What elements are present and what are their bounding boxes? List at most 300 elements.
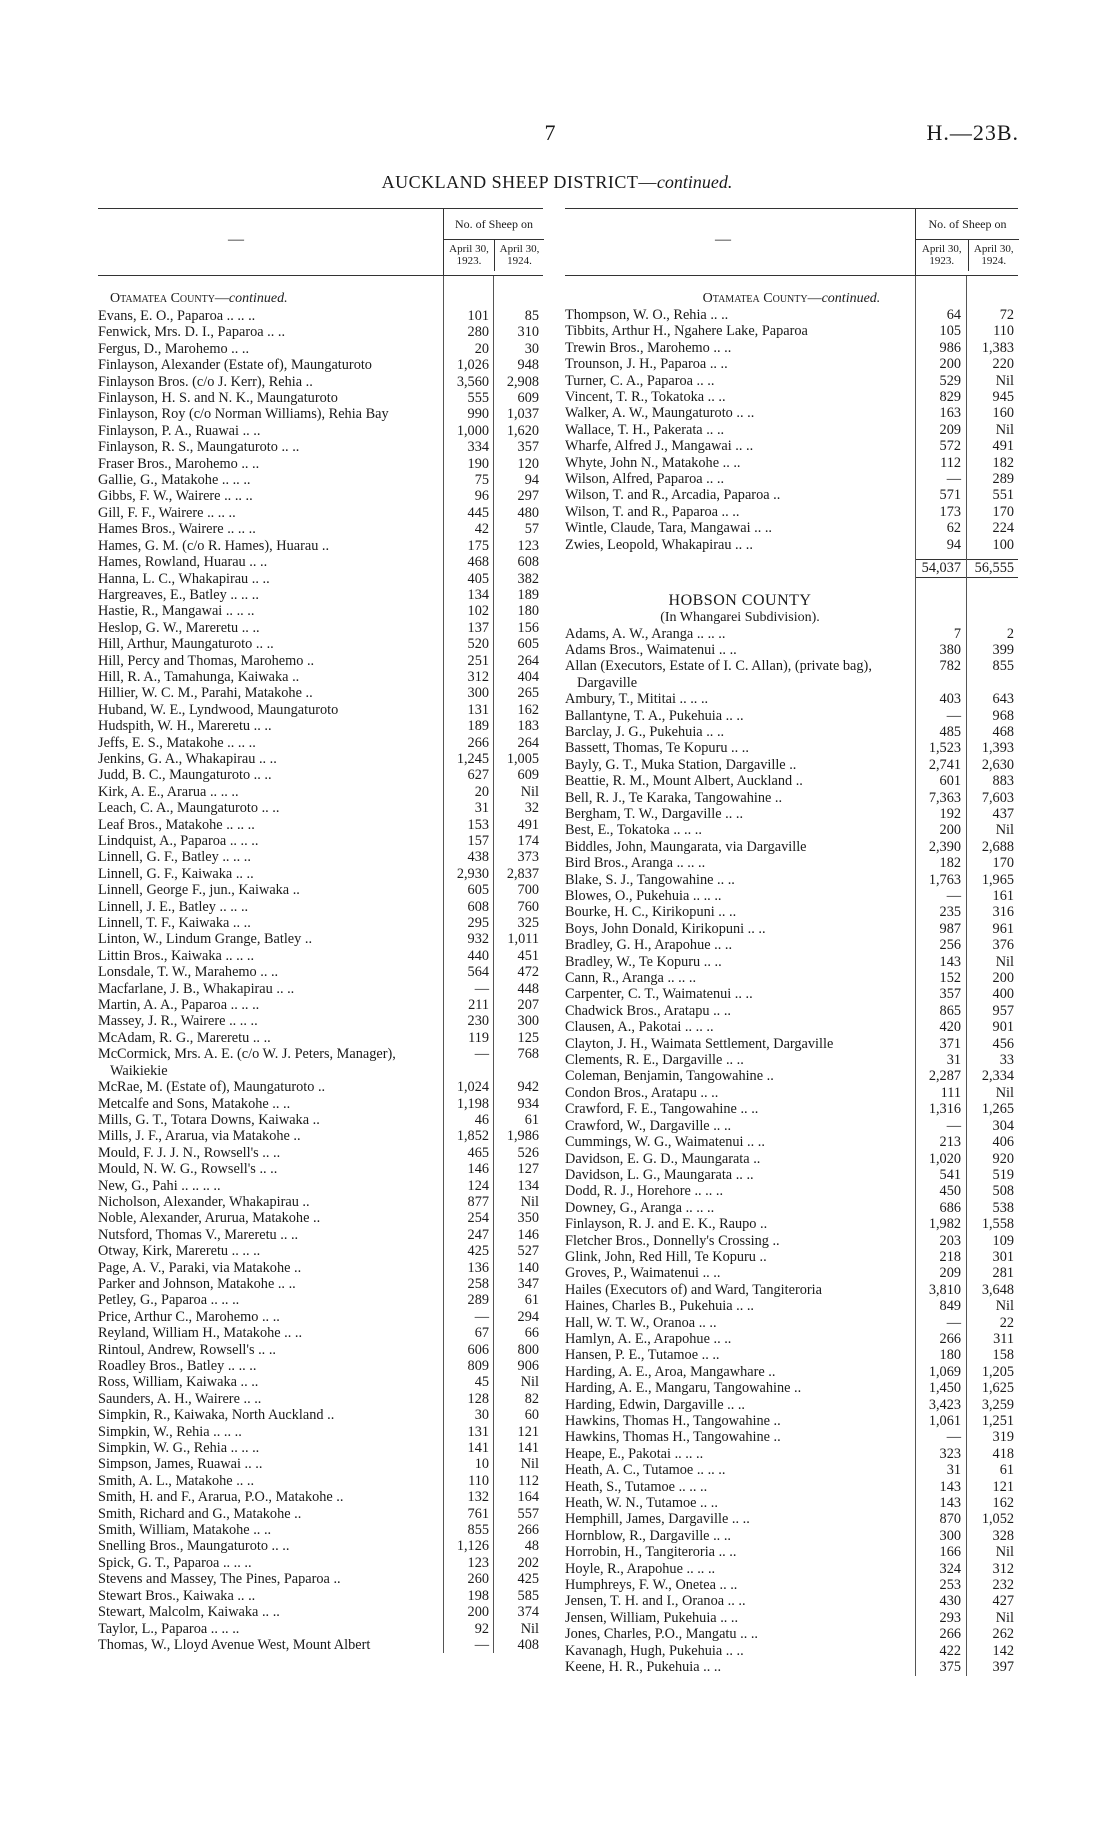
table-row [98, 357, 543, 373]
table-row [565, 1380, 1018, 1396]
sheep-1923: 157 [467, 833, 489, 849]
table-row [565, 1528, 1018, 1544]
table-row [98, 751, 543, 767]
entry-name: Coleman, Benjamin, Tangowahine .. [565, 1068, 774, 1085]
table-row [565, 872, 1018, 888]
table-row [98, 800, 543, 816]
table-row [98, 1374, 543, 1390]
sheep-1923: 3,560 [456, 373, 489, 390]
total-1923: 54,037 [915, 559, 965, 577]
sheep-1924: 1,005 [506, 750, 539, 767]
table-row [98, 390, 543, 406]
entry-name: Biddles, John, Maungarata, via Dargaville [565, 838, 807, 855]
sheep-1924: 319 [992, 1429, 1014, 1446]
entry-name: Spick, G. T., Paparoa .. .. .. [98, 1554, 252, 1571]
entry-name: Hudspith, W. H., Mareretu .. .. [98, 718, 272, 735]
table-row [98, 866, 543, 882]
sheep-1924: 2,688 [981, 838, 1014, 855]
table-row [565, 626, 1018, 642]
right-table-body [565, 276, 1018, 1676]
sheep-1924: 1,393 [981, 740, 1014, 757]
entry-name: Mills, J. F., Ararua, via Matakohe .. [98, 1128, 301, 1145]
entry-name: Wilson, T. and R., Arcadia, Paparoa .. [565, 487, 781, 504]
sheep-1923: 295 [467, 915, 489, 932]
entry-name: Hemphill, James, Dargaville .. .. [565, 1511, 750, 1528]
sheep-1923: 3,810 [928, 1281, 961, 1298]
entry-name: Bourke, H. C., Kirikopuni .. .. [565, 904, 737, 921]
table-row [565, 1233, 1018, 1249]
sheep-1924: 325 [517, 915, 539, 932]
entry-name: Massey, J. R., Wairere .. .. .. [98, 1013, 258, 1030]
entry-name: Harding, Edwin, Dargaville .. .. [565, 1396, 745, 1413]
sheep-1924: 376 [992, 937, 1014, 954]
table-row [565, 1626, 1018, 1642]
sheep-1924: 140 [517, 1259, 539, 1276]
right-header-group-label: No. of Sheep on [928, 217, 1007, 231]
table-row [565, 806, 1018, 822]
entry-name: Whyte, John N., Matakohe .. .. [565, 454, 741, 471]
entry-name: Clements, R. E., Dargaville .. .. [565, 1052, 744, 1069]
sheep-1924: 427 [992, 1593, 1014, 1610]
table-row [98, 1030, 543, 1046]
sheep-1924: 451 [517, 947, 539, 964]
entry-name: Petley, G., Paparoa .. .. .. [98, 1292, 240, 1309]
sheep-1923: 324 [939, 1560, 961, 1577]
sheep-1923: 438 [467, 849, 489, 866]
sheep-1923: 564 [467, 964, 489, 981]
sheep-1923: 143 [939, 1495, 961, 1512]
entry-name: Glink, John, Red Hill, Te Kopuru .. [565, 1248, 767, 1265]
entry-name: New, G., Pahi .. .. .. .. [98, 1177, 221, 1194]
table-row [565, 1413, 1018, 1429]
table-row [565, 1167, 1018, 1183]
sheep-1924: 170 [992, 855, 1014, 872]
entry-name: Price, Arthur C., Marohemo .. .. [98, 1308, 280, 1325]
table-row [565, 1249, 1018, 1265]
table-row [565, 1544, 1018, 1560]
sheep-1923: 445 [467, 504, 489, 521]
hobson-county-title: HOBSON COUNTY [668, 591, 812, 609]
sheep-1923: 31 [946, 1052, 961, 1069]
sheep-1924: 1,558 [981, 1216, 1014, 1233]
table-row [565, 970, 1018, 986]
table-row [98, 735, 543, 751]
entry-name: Lindquist, A., Paparoa .. .. .. [98, 833, 259, 849]
entry-name: Davidson, E. G. D., Maungarata .. [565, 1150, 761, 1167]
sheep-1923: 10 [474, 1456, 489, 1473]
sheep-1924: 1,052 [981, 1511, 1014, 1528]
sheep-1924: 961 [992, 920, 1014, 937]
entry-name: Groves, P., Waimatenui .. .. [565, 1265, 721, 1282]
table-row [98, 406, 543, 422]
entry-name: Huband, W. E., Lyndwood, Maungaturoto [98, 701, 339, 718]
sheep-1923: 173 [939, 503, 961, 520]
table-row [98, 472, 543, 488]
sheep-1923: — [946, 471, 961, 488]
table-row [98, 817, 543, 833]
sheep-1923: 209 [939, 1265, 961, 1282]
entry-name: Heath, W. N., Tutamoe .. .. [565, 1495, 718, 1512]
table-row [565, 1462, 1018, 1478]
sheep-1924: 33 [999, 1052, 1014, 1069]
entry-name: Nicholson, Alexander, Whakapirau .. [98, 1193, 310, 1210]
table-row [565, 307, 1018, 323]
table-row [565, 1659, 1018, 1675]
entry-name: Linnell, George F., jun., Kaiwaka .. [98, 882, 300, 899]
entry-name: Adams, A. W., Aranga .. .. .. [565, 625, 726, 642]
table-row [98, 1604, 543, 1620]
sheep-1923: 865 [939, 1002, 961, 1019]
entry-name: Page, A. V., Paraki, via Matakohe .. [98, 1259, 302, 1276]
entry-name: Beattie, R. M., Mount Albert, Auckland .. [565, 773, 803, 790]
right-header-dash: — [715, 231, 731, 248]
sheep-1924: 408 [517, 1636, 539, 1653]
table-row [98, 439, 543, 455]
sheep-1923: 572 [939, 438, 961, 455]
sheep-1924: 855 [992, 658, 1014, 675]
sheep-1924: 1,037 [506, 406, 539, 423]
entry-name: Finlayson, Roy (c/o Norman Williams), Rehia Bay [98, 406, 389, 423]
table-row [98, 1391, 543, 1407]
sheep-1923: 96 [474, 488, 489, 505]
sheep-1924: 425 [517, 1571, 539, 1588]
table-row [565, 1085, 1018, 1101]
sheep-1924: 310 [517, 324, 539, 341]
entry-name: Finlayson, R. S., Maungaturoto .. .. [98, 439, 300, 456]
table-row [98, 587, 543, 603]
entry-name: Wilson, T. and R., Paparoa .. .. [565, 503, 740, 520]
sheep-1923: 46 [474, 1111, 489, 1128]
sheep-1924: 120 [517, 455, 539, 472]
entry-name: Heath, A. C., Tutamoe .. .. .. [565, 1462, 726, 1479]
entry-name: Stevens and Massey, The Pines, Paparoa .. [98, 1571, 341, 1588]
entry-name: Linnell, G. F., Batley .. .. .. [98, 849, 251, 866]
table-row [98, 849, 543, 865]
entry-name: Vincent, T. R., Tokatoka .. .. [565, 389, 726, 406]
table-row [98, 1227, 543, 1243]
sheep-1924: 1,625 [981, 1380, 1014, 1397]
entry-name: Reyland, William H., Matakohe .. .. [98, 1325, 303, 1342]
sheep-1923: 131 [467, 1423, 489, 1440]
table-row [565, 389, 1018, 405]
sheep-1924: 174 [517, 833, 539, 849]
table-row [565, 1495, 1018, 1511]
sheep-1923: — [946, 707, 961, 724]
entry-name: Fletcher Bros., Donnelly's Crossing .. [565, 1232, 780, 1249]
sheep-1924: Nil [995, 1084, 1014, 1101]
sheep-1923: 312 [467, 668, 489, 685]
right-total-row [565, 559, 1018, 577]
table-row [565, 658, 1018, 691]
sheep-1923: 829 [939, 389, 961, 406]
right-rows-hobson [565, 626, 1018, 1676]
total-1924: 56,555 [965, 559, 1018, 577]
table-row [98, 1079, 543, 1095]
sheep-1923: 105 [939, 323, 961, 340]
sheep-1923: 67 [474, 1325, 489, 1342]
entry-name: Hastie, R., Mangawai .. .. .. [98, 603, 255, 620]
sheep-1924: 316 [992, 904, 1014, 921]
sheep-1924: 61 [524, 1292, 539, 1309]
entry-name: Walker, A. W., Maungaturoto .. .. [565, 405, 755, 422]
sheep-1924: 200 [992, 970, 1014, 987]
entry-name: Haines, Charles B., Pukehuia .. .. [565, 1298, 755, 1315]
table-row [565, 708, 1018, 724]
page-number: 7 [544, 120, 556, 145]
sheep-1923: 601 [939, 773, 961, 790]
table-row [98, 1260, 543, 1276]
entry-name: Adams Bros., Waimatenui .. .. [565, 641, 737, 658]
sheep-1923: 141 [467, 1440, 489, 1457]
entry-name: Bird Bros., Aranga .. .. .. [565, 855, 706, 872]
entry-name: Heath, S., Tutamoe .. .. .. [565, 1478, 708, 1495]
entry-name: Parker and Johnson, Matakohe .. .. [98, 1275, 296, 1292]
sheep-1923: 1,763 [928, 871, 961, 888]
table-row [565, 790, 1018, 806]
table-row [98, 308, 543, 324]
sheep-1924: 942 [517, 1079, 539, 1096]
sheep-1924: 557 [517, 1505, 539, 1522]
table-row [98, 1456, 543, 1472]
sheep-1923: 1,126 [456, 1538, 489, 1555]
entry-name: Finlayson, H. S. and N. K., Maungaturoto [98, 390, 338, 407]
sheep-1923: 112 [940, 454, 961, 471]
entry-name: Smith, William, Matakohe .. .. [98, 1522, 272, 1539]
table-row [98, 1128, 543, 1144]
entry-name: Linnell, T. F., Kaiwaka .. .. [98, 915, 251, 932]
entry-name: Wharfe, Alfred J., Mangawai .. .. [565, 438, 754, 455]
sheep-1924: Nil [520, 1193, 539, 1210]
entry-name: Fraser Bros., Marohemo .. .. [98, 455, 260, 472]
table-row [565, 504, 1018, 520]
sheep-1923: 189 [467, 718, 489, 735]
sheep-1924: 266 [517, 1522, 539, 1539]
table-row [565, 1331, 1018, 1347]
sheep-1923: 200 [467, 1604, 489, 1621]
table-row [98, 1637, 543, 1653]
sheep-1923: 64 [946, 307, 961, 323]
sheep-1923: 111 [940, 1084, 961, 1101]
table-row [98, 1325, 543, 1341]
sheep-1923: 62 [946, 520, 961, 537]
sheep-1924: Nil [995, 421, 1014, 438]
sheep-1923: 20 [474, 783, 489, 800]
table-row [98, 636, 543, 652]
sheep-1924: 609 [517, 390, 539, 407]
sheep-1924: 297 [517, 488, 539, 505]
table-row [98, 1145, 543, 1161]
sheep-1923: 1,523 [928, 740, 961, 757]
sheep-1923: 686 [939, 1199, 961, 1216]
entry-name: Linnell, G. F., Kaiwaka .. .. [98, 865, 254, 882]
sheep-1924: 85 [524, 308, 539, 324]
sheep-1924: 491 [517, 816, 539, 833]
table-row [565, 1429, 1018, 1445]
sheep-1923: 403 [939, 691, 961, 708]
table-row [98, 1522, 543, 1538]
sheep-1924: 1,620 [506, 422, 539, 439]
entry-name: Clausen, A., Pakotai .. .. .. [565, 1019, 714, 1036]
entry-name: Dodd, R. J., Horehore .. .. .. [565, 1183, 724, 1200]
sheep-1924: 945 [992, 389, 1014, 406]
sheep-1924: 404 [517, 668, 539, 685]
left-header-col-b: April 30, 1924. [494, 239, 544, 271]
sheep-1924: 3,259 [981, 1396, 1014, 1413]
table-row [565, 1134, 1018, 1150]
sheep-1924: 920 [992, 1150, 1014, 1167]
sheep-1924: 357 [517, 439, 539, 456]
sheep-1923: 809 [467, 1358, 489, 1374]
entry-name: Cann, R., Aranga .. .. .. [565, 970, 697, 987]
table-row [565, 1036, 1018, 1052]
entry-name: Hailes (Executors of) and Ward, Tangiteroria [565, 1281, 822, 1298]
sheep-1924: 382 [517, 570, 539, 587]
table-row [565, 1298, 1018, 1314]
sheep-1924: 350 [517, 1210, 539, 1227]
table-row [565, 954, 1018, 970]
table-row [565, 822, 1018, 838]
sheep-1923: — [946, 1429, 961, 1446]
table-row [98, 324, 543, 340]
sheep-1923: 541 [939, 1166, 961, 1183]
entry-name: Turner, C. A., Paparoa .. .. [565, 372, 715, 389]
sheep-1924: 189 [517, 586, 539, 603]
entry-name: Harding, A. E., Mangaru, Tangowahine .. [565, 1380, 802, 1397]
sheep-1924: 957 [992, 1002, 1014, 1019]
entry-name: Hill, Arthur, Maungaturoto .. .. [98, 636, 274, 653]
table-row [98, 1407, 543, 1423]
entry-name: McRae, M. (Estate of), Maungaturoto .. [98, 1079, 326, 1096]
table-row [565, 1200, 1018, 1216]
entry-name: Linton, W., Lindum Grange, Batley .. [98, 931, 313, 948]
sheep-1923: 855 [467, 1522, 489, 1539]
sheep-1924: 1,965 [981, 871, 1014, 888]
table-row [565, 1446, 1018, 1462]
right-header-group [915, 209, 1019, 275]
table-row [98, 341, 543, 357]
sheep-1924: 22 [999, 1314, 1014, 1331]
sheep-1923: 420 [939, 1019, 961, 1036]
sheep-1924: 162 [517, 701, 539, 718]
table-row [565, 1216, 1018, 1232]
table-row [98, 948, 543, 964]
table-row [565, 1561, 1018, 1577]
sheep-1924: 608 [517, 554, 539, 571]
sheep-1924: Nil [995, 372, 1014, 389]
sheep-1924: 526 [517, 1144, 539, 1161]
table-row [98, 1358, 543, 1374]
sheep-1924: 156 [517, 619, 539, 636]
sheep-1924: 374 [517, 1604, 539, 1621]
entry-name: Jensen, William, Pukehuia .. .. [565, 1609, 739, 1626]
sheep-1924: 800 [517, 1341, 539, 1358]
entry-name: Hillier, W. C. M., Parahi, Matakohe .. [98, 685, 313, 702]
sheep-1924: 160 [992, 405, 1014, 422]
entry-name: Evans, E. O., Paparoa .. .. .. [98, 308, 256, 324]
sheep-1924: 643 [992, 691, 1014, 708]
sheep-1923: 782 [939, 658, 961, 675]
sheep-1923: 606 [467, 1341, 489, 1358]
entry-name: Ballantyne, T. A., Pukehuia .. .. [565, 707, 744, 724]
table-row [98, 1276, 543, 1292]
entry-name: Mould, F. J. J. N., Rowsell's .. .. [98, 1144, 281, 1161]
entry-name: Downey, G., Aranga .. .. .. [565, 1199, 715, 1216]
left-section-continued: continued. [228, 291, 288, 306]
sheep-1923: 1,000 [456, 422, 489, 439]
sheep-1923: 123 [467, 1554, 489, 1571]
entry-name: Otway, Kirk, Mareretu .. .. .. [98, 1243, 261, 1260]
sheep-1924: 901 [992, 1019, 1014, 1036]
sheep-1923: 132 [467, 1489, 489, 1506]
entry-name: Hames, G. M. (c/o R. Hames), Huarau .. [98, 537, 330, 554]
entry-name: Jeffs, E. S., Matakohe .. .. .. [98, 734, 256, 751]
table-row [565, 1315, 1018, 1331]
sheep-1924: 162 [992, 1495, 1014, 1512]
table-row [98, 1473, 543, 1489]
entry-name: Crawford, W., Dargaville .. .. [565, 1117, 732, 1134]
sheep-1924: 2,630 [981, 756, 1014, 773]
entry-name: Saunders, A. H., Wairere .. .. [98, 1390, 262, 1407]
sheep-1924: 72 [999, 307, 1014, 323]
sheep-1923: 119 [468, 1029, 489, 1046]
sheep-1923: 440 [467, 947, 489, 964]
entry-name: Martin, A. A., Paparoa .. .. .. [98, 997, 260, 1014]
sheep-1924: 48 [524, 1538, 539, 1555]
sheep-1923: 146 [467, 1161, 489, 1178]
sheep-1923: — [946, 1314, 961, 1331]
left-table-header [98, 208, 543, 276]
sheep-1924: 30 [524, 340, 539, 357]
sheep-1924: 294 [517, 1308, 539, 1325]
left-header-group [443, 209, 544, 275]
sheep-1923: 761 [467, 1505, 489, 1522]
sheep-1923: 2,930 [456, 865, 489, 882]
table-row [98, 702, 543, 718]
table-row [565, 1151, 1018, 1167]
sheep-1923: 136 [467, 1259, 489, 1276]
table-row [565, 1577, 1018, 1593]
sheep-1924: 262 [992, 1626, 1014, 1643]
table-row [98, 1506, 543, 1522]
entry-name: Bayly, G. T., Muka Station, Dargaville .. [565, 756, 797, 773]
entry-name: Jensen, T. H. and I., Oranoa .. .. [565, 1593, 746, 1610]
sheep-1924: 400 [992, 986, 1014, 1003]
sheep-1923: 375 [939, 1659, 961, 1676]
table-row [565, 1593, 1018, 1609]
sheep-1923: 75 [474, 472, 489, 489]
entry-name: Best, E., Tokatoka .. .. .. [565, 822, 702, 839]
sheep-1924: 281 [992, 1265, 1014, 1282]
sheep-1923: 31 [946, 1462, 961, 1479]
sheep-1923: 425 [467, 1243, 489, 1260]
sheep-1924: 94 [524, 472, 539, 489]
sheep-1924: 112 [518, 1472, 539, 1489]
entry-name: Hill, Percy and Thomas, Marohemo .. [98, 652, 315, 669]
table-row [98, 1571, 543, 1587]
table-row [98, 784, 543, 800]
entry-name: Simpkin, W. G., Rehia .. .. .. [98, 1440, 260, 1457]
table-row [98, 669, 543, 685]
table-row [98, 505, 543, 521]
sheep-1923: 235 [939, 904, 961, 921]
sheep-1923: 990 [467, 406, 489, 423]
sheep-1924: 7,603 [981, 789, 1014, 806]
sheep-1923: 180 [939, 1347, 961, 1364]
table-row [565, 1610, 1018, 1626]
sheep-1923: 101 [467, 308, 489, 324]
table-row [98, 1538, 543, 1554]
entry-name: Stewart Bros., Kaiwaka .. .. [98, 1587, 256, 1604]
